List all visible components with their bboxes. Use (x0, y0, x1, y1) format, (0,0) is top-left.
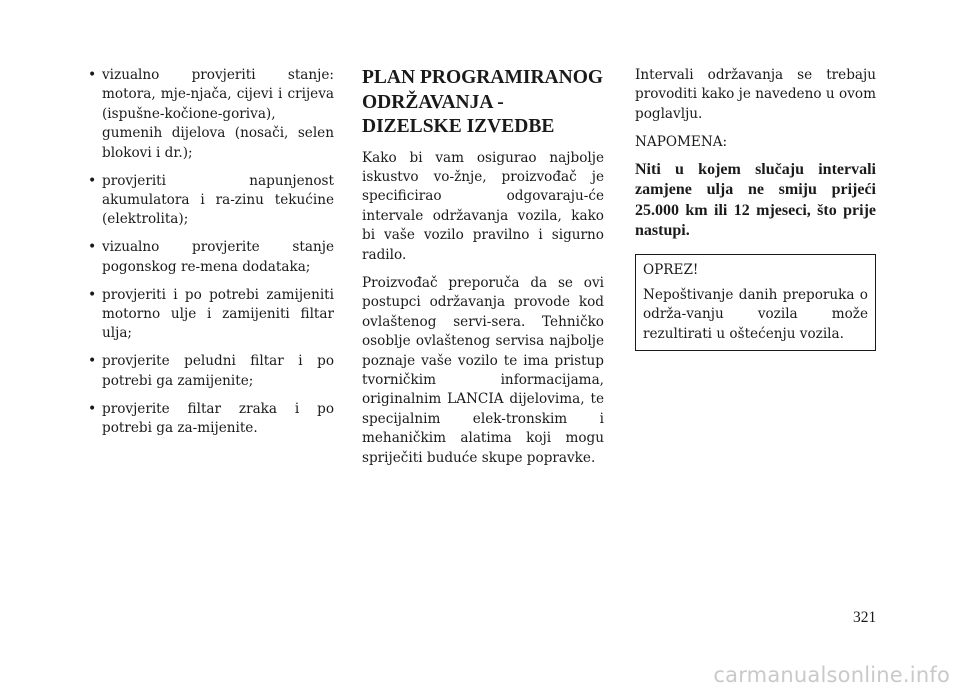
section-title: PLAN PROGRAMIRANOG ODRŽAVANJA - DIZELSKE IZVEDBE (362, 67, 604, 137)
intro-paragraph: Intervali održavanja se trebaju provoditi kako je navedeno u ovom poglavlju. (635, 67, 876, 122)
warning-box (635, 254, 876, 352)
checklist-item: • vizualno provjerite stanje pogonskog re-mena dodataka; (88, 238, 334, 277)
middle-column (362, 66, 604, 477)
warning-text: Nepoštivanje danih preporuka o održa-vanju vozila može rezultirati u oštećenju vozila. (643, 287, 868, 342)
checklist-item: • provjeriti i po potrebi zamijeniti motorno ulje i zamijeniti filtar ulja; (88, 286, 334, 344)
watermark: carmanualsonline.info (713, 663, 950, 687)
inspection-checklist (88, 66, 334, 438)
warning-title: OPREZ! (643, 261, 699, 278)
checklist-item: • provjerite peludni filtar i po potrebi ga zamijenite; (88, 352, 334, 391)
checklist-item: • vizualno provjeriti stanje: motora, mje-njača, cijevi i crijeva (ispušne-kočione-goriva), gumenih dijelova (nosači, selen blokovi i dr.); (88, 66, 334, 163)
checklist-item: • provjeriti napunjenost akumulatora i ra-zinu tekućine (elektrolita); (88, 172, 334, 230)
body-paragraph: Kako bi vam osigurao najbolje iskustvo vo-žnje, proizvođač je specificirao odgovaraju-će intervale održavanja vozila, kako bi vaše vozilo pravilno i sigurno radilo. (362, 149, 604, 263)
checklist-item: • provjerite filtar zraka i po potrebi ga za-mijenite. (88, 400, 334, 439)
left-column (88, 66, 334, 447)
page-number: 321 (853, 609, 877, 626)
note-text: Niti u kojem slučaju intervali zamjene ulja ne smiju prijeći 25.000 km ili 12 mjeseci, što prije nastupi. (635, 160, 876, 240)
body-paragraph: Proizvođač preporuča da se ovi postupci održavanja provode kod ovlaštenog servi-sera. Tehničko osoblje ovlaštenog servisa najbolje poznaje vaše vozilo te ima pristup tvorničkim informacijama, originalnim LANCIA dijelovima, te specijalnim elek-tronskim i mehaničkim alatima koji mogu spriječiti buduće skupe popravke. (362, 274, 604, 466)
note-label: NAPOMENA: (635, 134, 728, 151)
right-column (635, 66, 876, 351)
